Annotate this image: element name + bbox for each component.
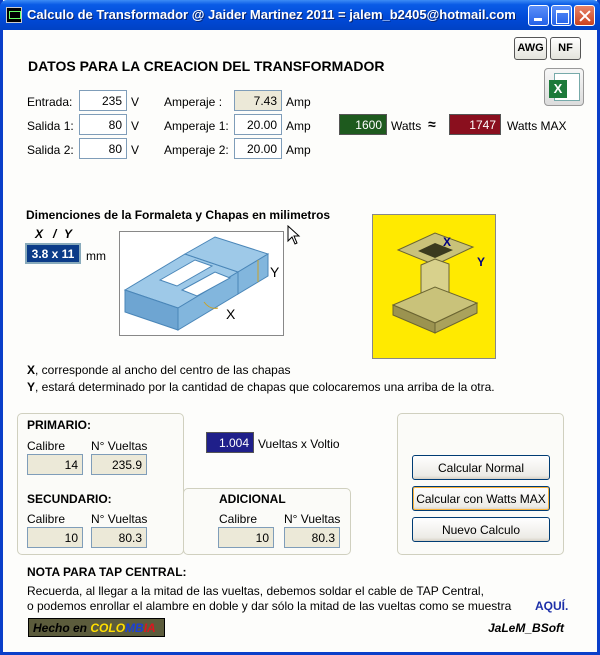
amperaje1-label: Amperaje 1:	[164, 119, 229, 133]
note-x-key: X	[27, 363, 36, 377]
watts-approx: ≈	[428, 116, 436, 132]
amperaje1-unit: Amp	[286, 119, 311, 133]
primario-title: PRIMARIO:	[27, 418, 91, 432]
made-in-ia: IA	[143, 621, 156, 635]
app-icon	[6, 7, 22, 23]
dimensions-unit: mm	[86, 249, 106, 263]
amperaje-value: 7.43	[234, 90, 282, 111]
note-x-text: , corresponde al ancho del centro de las chapas	[35, 363, 291, 377]
bobbin-photo	[372, 214, 496, 359]
aqui-link[interactable]: AQUÍ.	[535, 599, 569, 613]
dim-sep: /	[53, 227, 57, 241]
secundario-calibre-label: Calibre	[27, 512, 66, 526]
e-core-icon	[120, 232, 285, 337]
minimize-button[interactable]	[528, 5, 549, 26]
salida1-input[interactable]: 80	[79, 114, 127, 135]
note-y-text: , estará determinado por la cantidad de chapas que colocaremos una arriba de la otra.	[35, 380, 495, 394]
made-in-text: Hecho en	[33, 621, 88, 635]
excel-x-icon: X	[549, 80, 567, 98]
secundario-calibre: 10	[27, 527, 83, 548]
salida2-unit: V	[131, 143, 140, 157]
made-in-co: COLO	[90, 621, 126, 635]
bobbin-y-label: Y	[477, 255, 486, 269]
adicional-vueltas-label: N° Vueltas	[284, 512, 341, 526]
mouse-cursor-icon	[287, 225, 301, 245]
awg-button[interactable]: AWG	[514, 37, 547, 60]
watts-max-unit: Watts MAX	[507, 119, 567, 133]
excel-icon[interactable]	[544, 68, 584, 106]
salida2-input[interactable]: 80	[79, 138, 127, 159]
core-x-label: X	[226, 306, 236, 322]
entrada-unit: V	[131, 95, 140, 109]
title-bar[interactable]	[0, 0, 600, 30]
amperaje2-label: Amperaje 2:	[164, 143, 229, 157]
window-title: Calculo de Transformador @ Jaider Martinez 2011 = jalem_b2405@hotmail.com	[27, 7, 516, 22]
adicional-calibre-label: Calibre	[219, 512, 258, 526]
bobbin-x-label: X	[443, 235, 452, 249]
salida1-label: Salida 1:	[27, 119, 74, 133]
bobbin-icon	[373, 215, 497, 360]
nf-button[interactable]: NF	[550, 37, 581, 60]
maximize-button[interactable]	[551, 5, 572, 26]
primario-calibre: 14	[27, 454, 83, 475]
adicional-vueltas: 80.3	[284, 527, 340, 548]
dimensions-title: Dimenciones de la Formaleta y Chapas en milimetros	[26, 208, 331, 222]
vueltas-por-voltio-value: 1.004	[206, 432, 254, 453]
brand-label: JaLeM_BSoft	[488, 621, 565, 635]
core-y-label: Y	[270, 264, 280, 280]
salida1-unit: V	[131, 119, 140, 133]
nuevo-calculo-button[interactable]: Nuevo Calculo	[412, 517, 550, 542]
made-in-mb: MB	[125, 621, 144, 635]
amperaje2-input[interactable]: 20.00	[234, 138, 282, 159]
watts-unit: Watts	[391, 119, 422, 133]
secundario-vueltas-label: N° Vueltas	[91, 512, 148, 526]
calcular-watts-max-button[interactable]: Calcular con Watts MAX	[412, 486, 550, 511]
amperaje-unit: Amp	[286, 95, 311, 109]
amperaje1-input[interactable]: 20.00	[234, 114, 282, 135]
tap-title: NOTA PARA TAP CENTRAL:	[27, 565, 187, 579]
vueltas-por-voltio-label: Vueltas x Voltio	[258, 437, 340, 451]
dim-y-header: Y	[64, 227, 73, 241]
dimensions-value[interactable]: 3.8 x 11	[25, 243, 81, 264]
amperaje2-unit: Amp	[286, 143, 311, 157]
entrada-label: Entrada:	[27, 95, 73, 109]
primario-vueltas: 235.9	[91, 454, 147, 475]
note-x	[27, 363, 291, 377]
core-diagram	[119, 231, 284, 336]
amperaje-label: Amperaje :	[164, 95, 223, 109]
entrada-input[interactable]: 235	[79, 90, 127, 111]
made-in-badge	[28, 618, 165, 637]
secundario-vueltas: 80.3	[91, 527, 147, 548]
secundario-title: SECUNDARIO:	[27, 492, 112, 506]
note-y	[27, 380, 495, 394]
primario-calibre-label: Calibre	[27, 439, 66, 453]
primario-vueltas-label: N° Vueltas	[91, 439, 148, 453]
adicional-calibre: 10	[218, 527, 274, 548]
adicional-title: ADICIONAL	[219, 492, 286, 506]
page-title: DATOS PARA LA CREACION DEL TRANSFORMADOR	[28, 58, 385, 74]
calcular-normal-button[interactable]: Calcular Normal	[412, 455, 550, 480]
watts-max-value: 1747	[449, 114, 501, 135]
note-y-key: Y	[27, 380, 36, 394]
watts-value: 1600	[339, 114, 387, 135]
salida2-label: Salida 2:	[27, 143, 74, 157]
tap-line1: Recuerda, al llegar a la mitad de las vueltas, debemos soldar el cable de TAP Central,	[27, 584, 484, 598]
tap-line2: o podemos enrollar el alambre en doble y dar sólo la mitad de las vueltas como se muestra	[27, 599, 512, 613]
dim-x-header: X	[35, 227, 44, 241]
close-button[interactable]	[574, 5, 595, 26]
